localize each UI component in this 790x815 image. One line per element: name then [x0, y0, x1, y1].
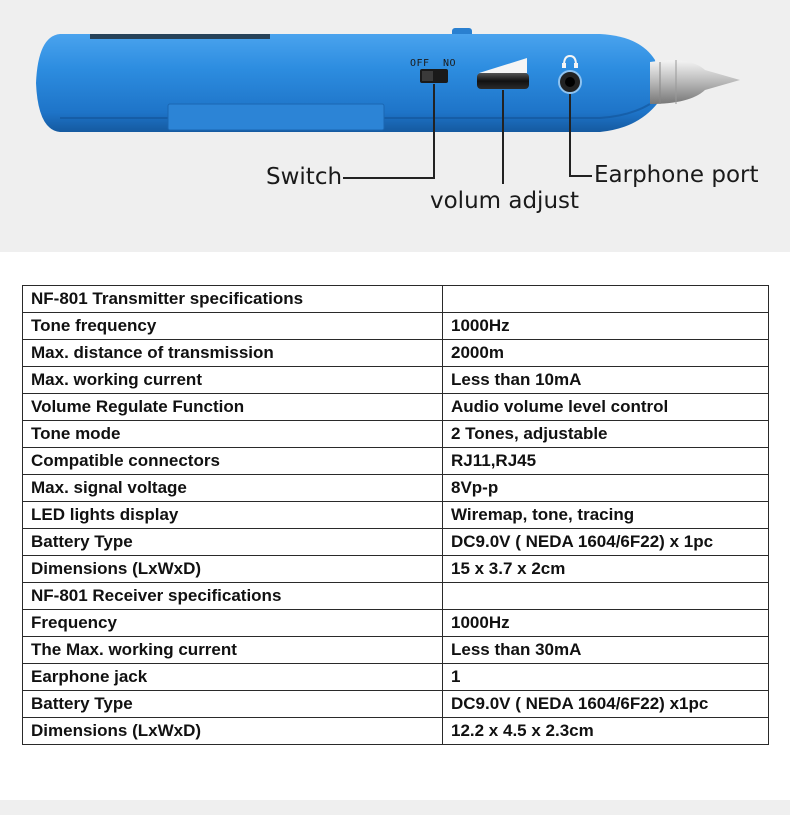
spec-value: DC9.0V ( NEDA 1604/6F22) x1pc [443, 691, 769, 718]
volume-callout: volum adjust [430, 188, 580, 214]
spec-value: Less than 10mA [443, 367, 769, 394]
spec-key: Max. signal voltage [23, 475, 443, 502]
table-row [23, 691, 769, 718]
spec-value: 2 Tones, adjustable [443, 421, 769, 448]
switch-off-label: OFF [410, 58, 430, 69]
table-row [23, 475, 769, 502]
switch-on-label: NO [443, 58, 457, 69]
spec-key: Dimensions (LxWxD) [23, 556, 443, 583]
transmitter-header-row [23, 286, 769, 313]
table-row [23, 313, 769, 340]
header-empty-cell [443, 583, 769, 610]
spec-key: Tone frequency [23, 313, 443, 340]
transmitter-header: NF-801 Transmitter specifications [23, 286, 443, 313]
table-row [23, 664, 769, 691]
spec-key: Earphone jack [23, 664, 443, 691]
table-row [23, 340, 769, 367]
spec-value: Audio volume level control [443, 394, 769, 421]
spec-key: Dimensions (LxWxD) [23, 718, 443, 745]
spec-value: RJ11,RJ45 [443, 448, 769, 475]
table-row [23, 529, 769, 556]
receiver-device-illustration [0, 0, 790, 252]
table-row [23, 367, 769, 394]
header-empty-cell [443, 286, 769, 313]
table-row [23, 718, 769, 745]
spec-value: 12.2 x 4.5 x 2.3cm [443, 718, 769, 745]
table-row [23, 448, 769, 475]
bottom-strip [0, 800, 790, 815]
receiver-header: NF-801 Receiver specifications [23, 583, 443, 610]
specifications-table [22, 285, 769, 745]
spec-key: Volume Regulate Function [23, 394, 443, 421]
spec-key: LED lights display [23, 502, 443, 529]
spec-value: Less than 30mA [443, 637, 769, 664]
spec-key: Battery Type [23, 529, 443, 556]
spec-key: The Max. working current [23, 637, 443, 664]
spec-value: 1000Hz [443, 313, 769, 340]
spec-key: Compatible connectors [23, 448, 443, 475]
table-row [23, 556, 769, 583]
volume-wheel [477, 73, 529, 89]
spec-value: 2000m [443, 340, 769, 367]
spec-key: Max. working current [23, 367, 443, 394]
spec-value: 15 x 3.7 x 2cm [443, 556, 769, 583]
switch-callout: Switch [266, 164, 343, 190]
spec-value: 1000Hz [443, 610, 769, 637]
table-row [23, 394, 769, 421]
spec-key: Tone mode [23, 421, 443, 448]
spec-key: Frequency [23, 610, 443, 637]
table-row [23, 421, 769, 448]
table-row [23, 502, 769, 529]
table-row [23, 637, 769, 664]
spec-value: DC9.0V ( NEDA 1604/6F22) x 1pc [443, 529, 769, 556]
probe-tip [650, 60, 740, 104]
table-row [23, 610, 769, 637]
receiver-header-row [23, 583, 769, 610]
spec-value: Wiremap, tone, tracing [443, 502, 769, 529]
spec-key: Battery Type [23, 691, 443, 718]
earphone-callout: Earphone port [594, 162, 759, 188]
spec-value: 1 [443, 664, 769, 691]
spec-key: Max. distance of transmission [23, 340, 443, 367]
spec-value: 8Vp-p [443, 475, 769, 502]
product-photo [0, 0, 790, 252]
